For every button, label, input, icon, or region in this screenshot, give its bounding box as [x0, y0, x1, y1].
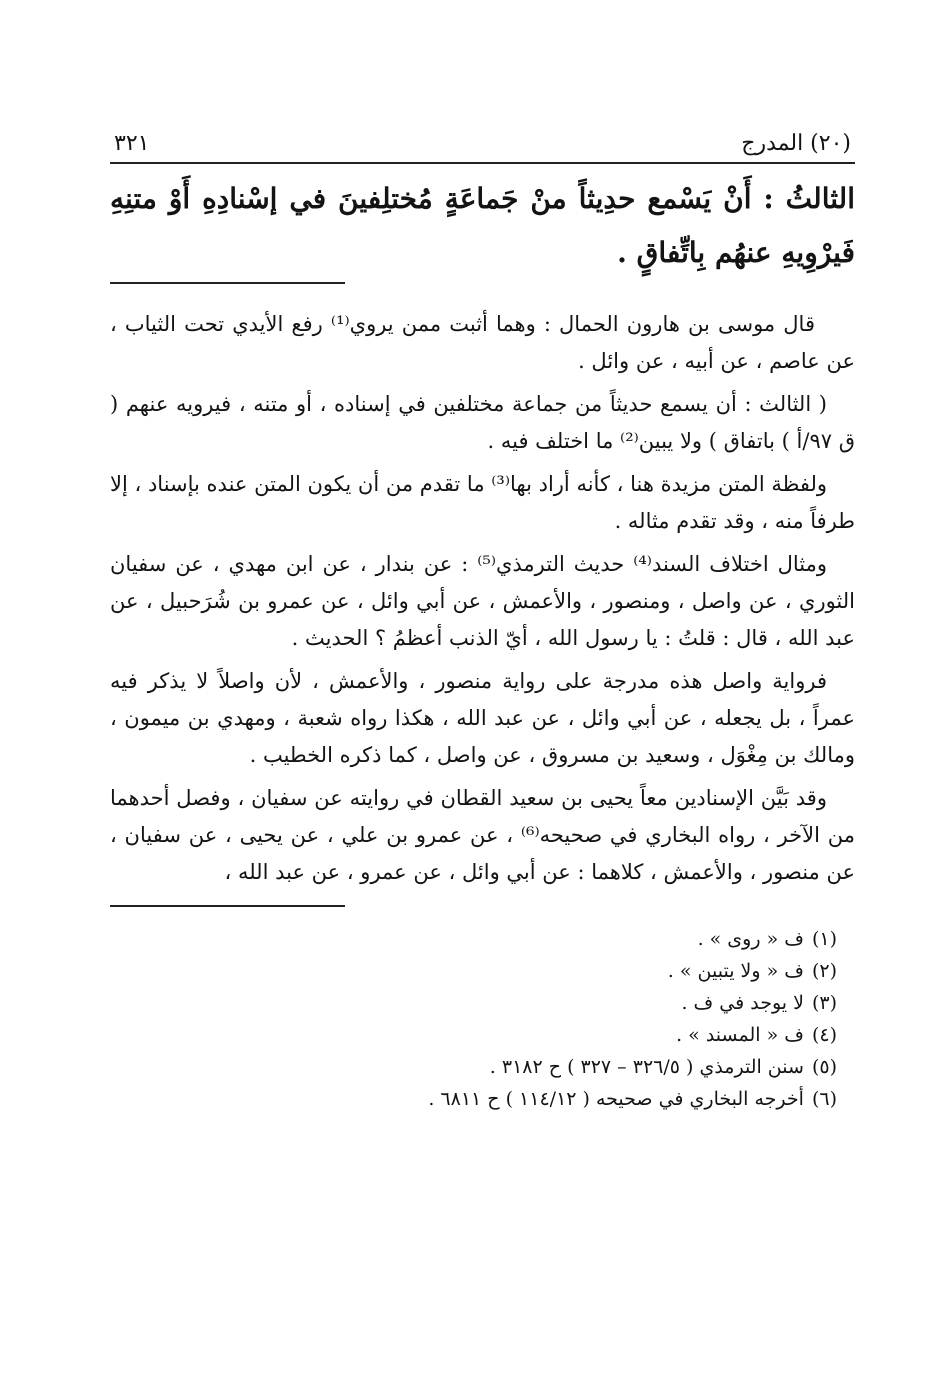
paragraph: وقد بَيَّن الإسنادين معاً يحيى بن سعيد القطان في روايته عن سفيان ، وفصل أحدهما من الآخر ، رواه البخاري في صحيحه⁽⁶⁾ ، عن عمرو بن علي ، عن يحيى ، عن سفيان ، عن منصور ، والأعمش ، كلاهما : عن أبي وائل ، عن عمرو ، عن عبد الله ،: [110, 786, 855, 884]
paragraph: ( الثالث : أن يسمع حديثاً من جماعة مختلفين في إسناده ، أو متنه ، فيرويه عنهم ( ق ٩٧/أ ) باتفاق ) ولا يبين⁽²⁾ ما اختلف فيه .: [110, 392, 855, 453]
footnote-text: أخرجه البخاري في صحيحه ( ١١٤/١٢ ) ح ٦٨١١ .: [428, 1088, 804, 1110]
footnote-number: (٥): [811, 1056, 837, 1078]
footnote-text: ف « ولا يتبين » .: [667, 960, 804, 982]
footnote-text: ف « روى » .: [697, 928, 804, 950]
commentary: [110, 306, 855, 891]
footnote: [110, 1019, 837, 1051]
header-rule: [110, 162, 855, 164]
footnote-text: لا يوجد في ف .: [681, 992, 804, 1014]
paragraph: قال موسى بن هارون الحمال : وهما أثبت ممن يروي⁽¹⁾ رفع الأيدي تحت الثياب ، عن عاصم ، عن أبيه ، عن وائل .: [110, 312, 855, 373]
footnotes: [110, 923, 855, 1115]
footnote-number: (١): [811, 928, 837, 950]
footnote: [110, 955, 837, 987]
footnote-text: سنن الترمذي ( ٣٢٦/٥ – ٣٢٧ ) ح ٣١٨٢ .: [489, 1056, 804, 1078]
page-number: ٣٢١: [114, 131, 150, 156]
paragraph: ومثال اختلاف السند⁽⁴⁾ حديث الترمذي⁽⁵⁾ : عن بندار ، عن ابن مهدي ، عن سفيان الثوري ، عن واصل ، ومنصور ، والأعمش ، عن أبي وائل ، عن عمرو بن شُرَحبيل ، عن عبد الله ، قال : قلتُ : يا رسول الله ، أيّ الذنب أعظمُ ؟ الحديث .: [110, 552, 855, 650]
book-page: [110, 122, 855, 1376]
footnote: [110, 923, 837, 955]
running-header: [110, 122, 855, 156]
footnote-number: (٣): [811, 992, 837, 1014]
chapter-title: (٢٠) المدرج: [741, 131, 851, 156]
footnote-rule: [110, 905, 345, 907]
paragraph: ولفظة المتن مزيدة هنا ، كأنه أراد بها⁽³⁾ ما تقدم من أن يكون المتن عنده بإسناد ، إلا طرفاً منه ، وقد تقدم مثاله .: [110, 472, 855, 533]
footnote-text: ف « المسند » .: [676, 1024, 804, 1046]
footnote-number: (٢): [811, 960, 837, 982]
footnote-number: (٦): [811, 1088, 837, 1110]
footnote: [110, 1083, 837, 1115]
footnote: [110, 987, 837, 1019]
matn-rule: [110, 282, 345, 284]
footnote-number: (٤): [811, 1024, 837, 1046]
paragraph: فرواية واصل هذه مدرجة على رواية منصور ، والأعمش ، لأن واصلاً لا يذكر فيه عمراً ، بل يجعله ، عن أبي وائل ، عن عبد الله ، هكذا رواه شعبة ، ومهدي بن ميمون ، ومالك بن مِغْوَل ، وسعيد بن مسروق ، عن واصل ، كما ذكره الخطيب .: [110, 669, 855, 767]
footnote: [110, 1051, 837, 1083]
matn-text: الثالثُ : أَنْ يَسْمع حدِيثاً منْ جَماعَةٍ مُختلِفينَ في إسْنادِهِ أَوْ متنِهِ فَيرْوِيهِ عنهُم بِاتِّفاقٍ .: [110, 182, 855, 269]
